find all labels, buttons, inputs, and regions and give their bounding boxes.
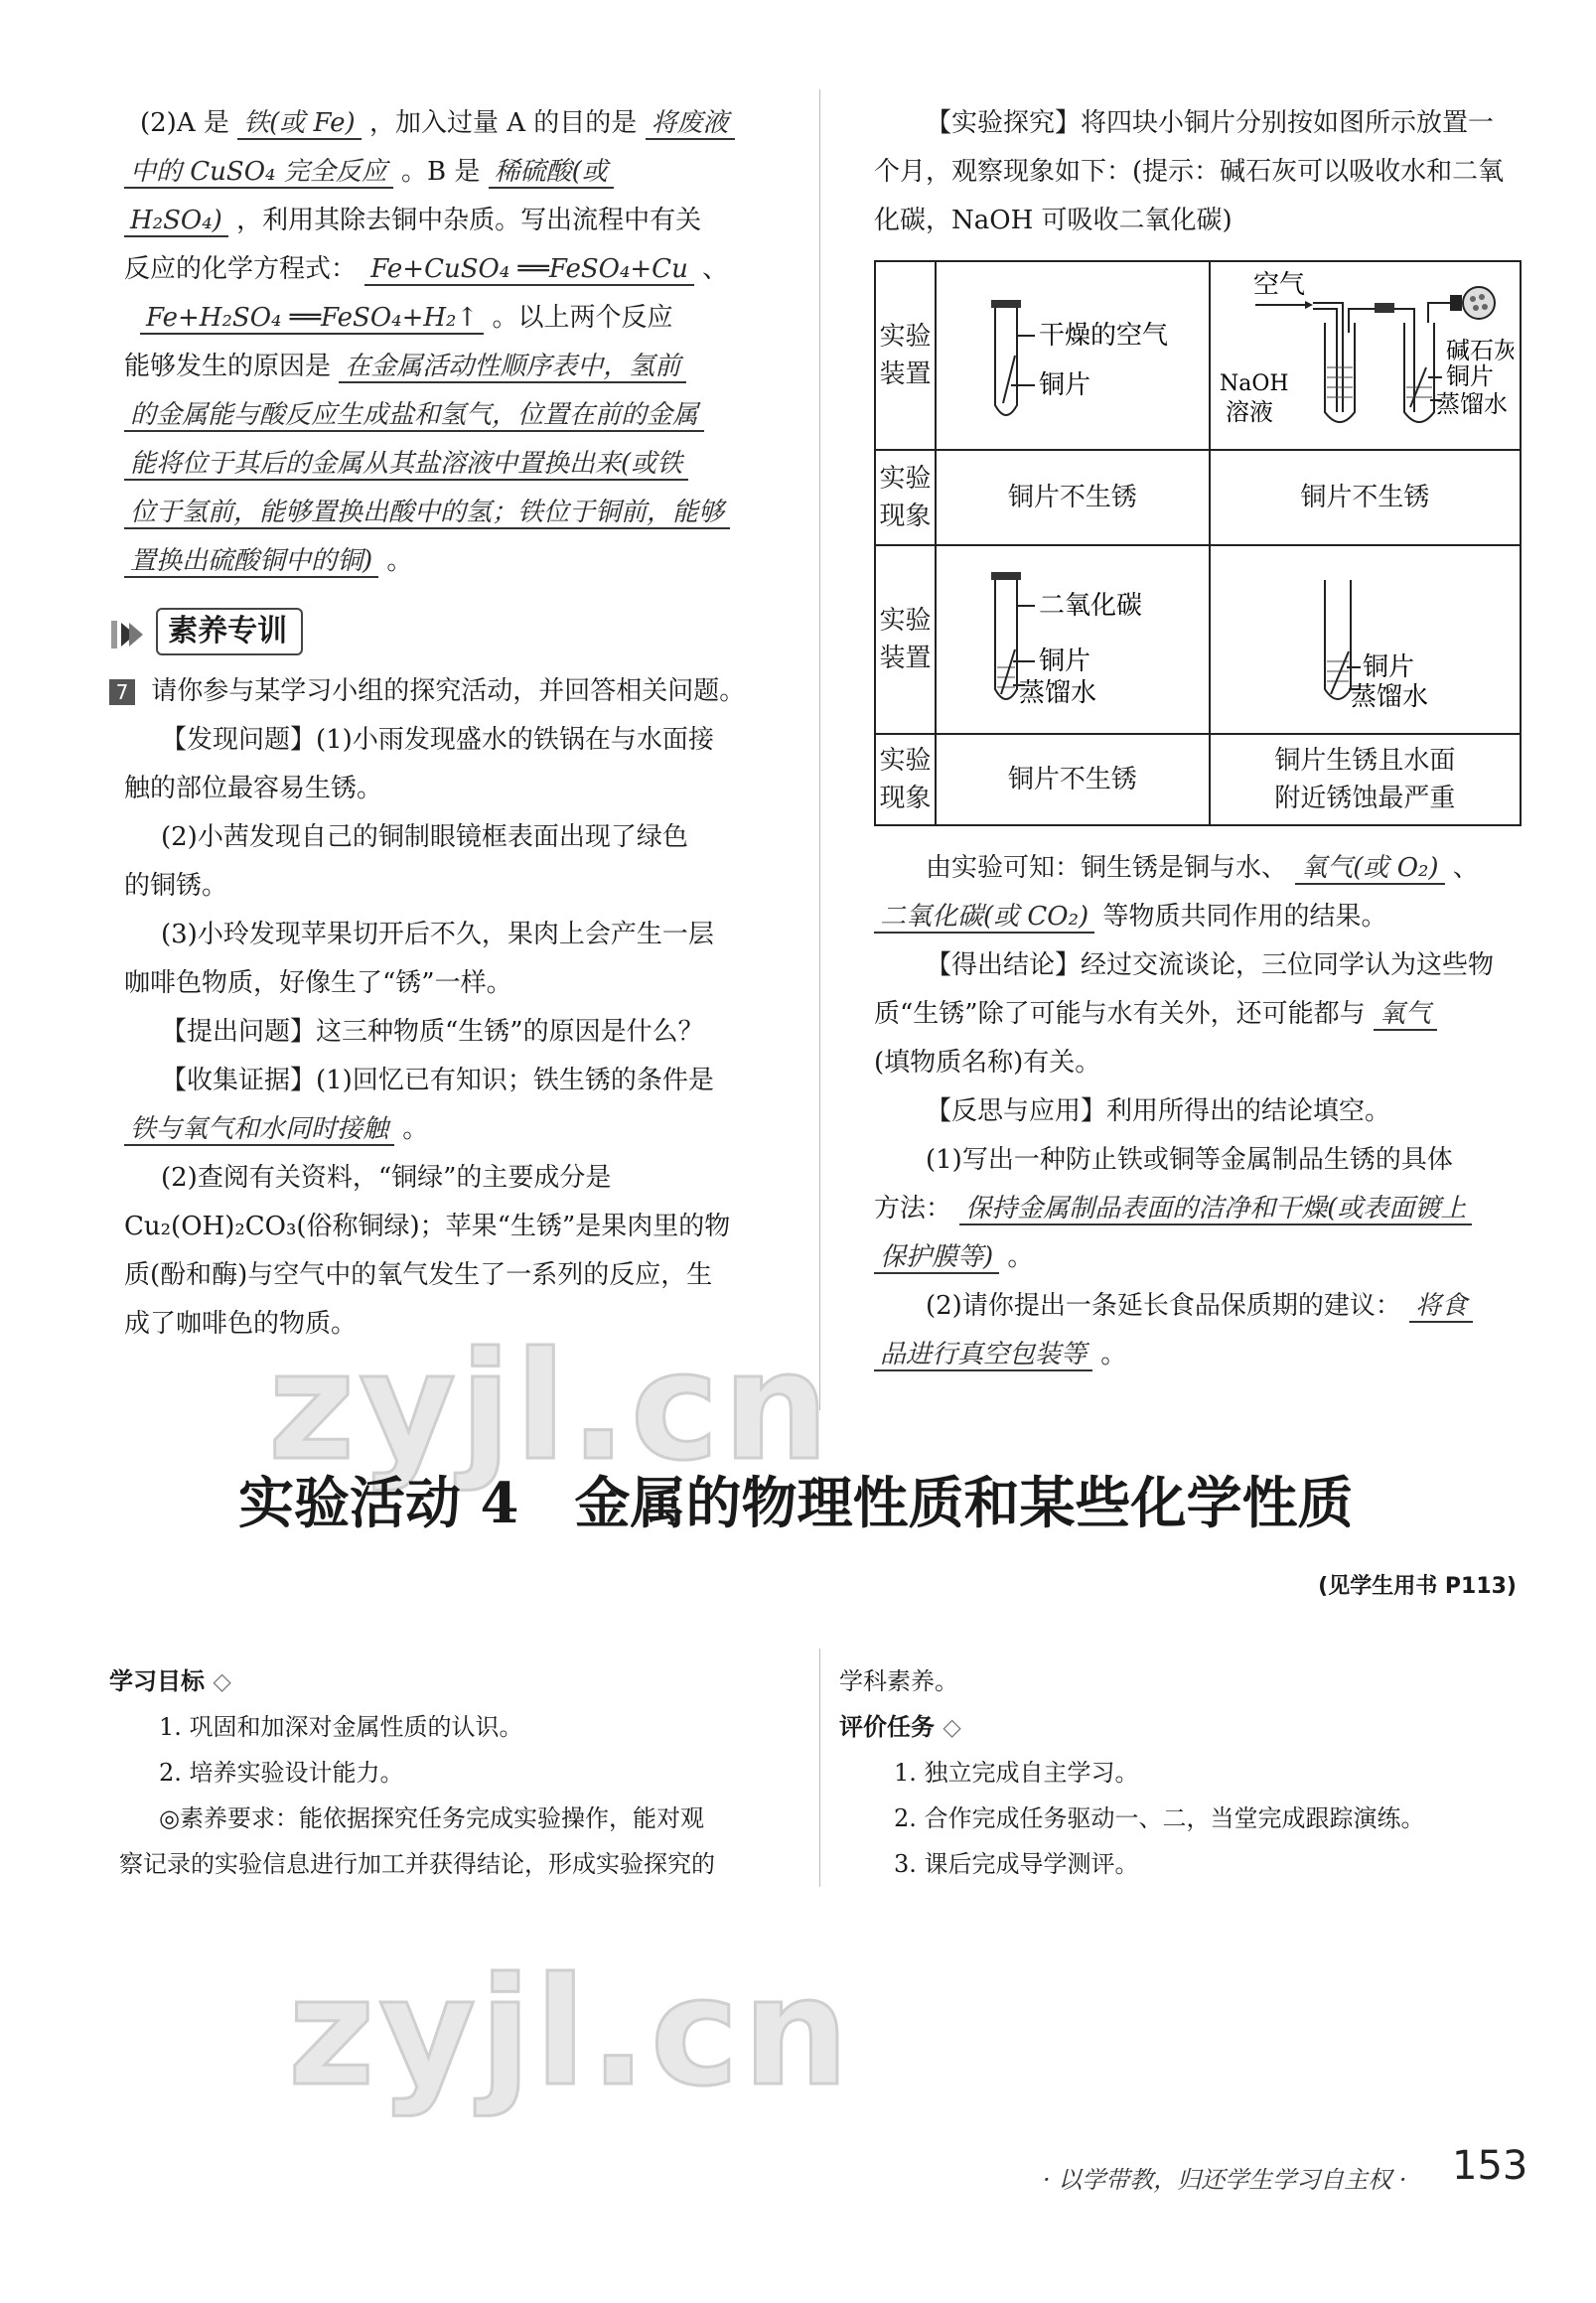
- q7-block: [109, 667, 809, 1349]
- phenomenon-2: 铜片不生锈: [1210, 450, 1521, 545]
- result-1: 【得出结论】经过交流谈论，三位同学认为这些物: [926, 950, 1495, 980]
- q2-text: 。以上两个反应: [492, 303, 673, 333]
- label-naoh: NaOH: [1220, 371, 1290, 396]
- equation-1: Fe+CuSO₄ ══FeSO₄+Cu: [364, 254, 694, 286]
- test-tube-dry-air-diagram: [953, 266, 1192, 435]
- end-mark: 。: [1007, 1242, 1034, 1272]
- q2-text: 。B 是: [400, 157, 481, 187]
- separator: 、: [702, 254, 729, 284]
- left-top-block: [124, 99, 809, 586]
- result-3: (填物质名称)有关。: [874, 1048, 1101, 1078]
- result-2: 质“生锈”除了可能与水有关外，还可能都与: [874, 999, 1366, 1029]
- method-answer-1: 保持金属制品表面的洁净和干燥(或表面镀上: [959, 1194, 1472, 1225]
- explore-2: 个月，观察现象如下：(提示：碱石灰可以吸收水和二氧: [874, 157, 1505, 187]
- device-2: [1210, 261, 1521, 450]
- label-copper: 铜片: [1038, 369, 1090, 400]
- row-label-device: 实验 装置: [875, 545, 936, 734]
- right-top-block: [874, 99, 1529, 245]
- reflect: 【反思与应用】利用所得出的结论填空。: [926, 1096, 1391, 1126]
- watermark: zyjl.cn: [268, 1321, 833, 1494]
- label-soda-lime: 碱石灰: [1446, 337, 1515, 364]
- eval-item: 3. 课后完成导学测评。: [894, 1850, 1139, 1878]
- row-label-phenomenon: 实验 现象: [875, 450, 936, 545]
- label-solution: 溶液: [1226, 398, 1274, 426]
- footer-slogan: · 以学带教，归还学生学习自主权 ·: [1043, 2166, 1407, 2194]
- device-1: [936, 261, 1210, 450]
- q7-collect-2b: Cu₂(OH)₂CO₃(俗称铜绿)；苹果“生锈”是果肉里的物: [124, 1212, 731, 1241]
- conclusion-1: 由实验可知：铜生锈是铜与水、: [926, 853, 1288, 883]
- row-label-device: 实验 装置: [875, 261, 936, 450]
- apply-1b: 方法：: [874, 1194, 952, 1223]
- conclusion-2: 等物质共同作用的结果。: [1102, 902, 1387, 932]
- end-mark: 。: [402, 1114, 429, 1144]
- q7-find-2: (2)小茜发现自己的铜制眼镜框表面出现了绿色: [161, 822, 688, 852]
- arrow-icon: [109, 617, 145, 656]
- page-number: 153: [1452, 2143, 1528, 2189]
- diamond-icon: ◇: [943, 1713, 961, 1741]
- q2-text: ，利用其除去铜中杂质。写出流程中有关: [236, 206, 702, 235]
- reason-line-3: 能将位于其后的金属从其盐溶液中置换出来(或铁: [124, 449, 688, 481]
- label-copper: 铜片: [1446, 362, 1495, 390]
- q2-text: ，加入过量 A 的目的是: [368, 108, 638, 138]
- eval-heading: 评价任务: [839, 1713, 935, 1741]
- reason-line-1: 在金属活动性顺序表中，氢前: [339, 352, 686, 383]
- label-dry-air: 干燥的空气: [1038, 320, 1168, 351]
- q2-text: 反应的化学方程式：: [124, 254, 358, 284]
- label-water: 蒸馏水: [1018, 677, 1096, 708]
- label-co2: 二氧化碳: [1038, 590, 1142, 621]
- eval-item: 2. 合作完成任务驱动一、二，当堂完成跟踪演练。: [894, 1804, 1425, 1832]
- goals-heading: 学习目标: [109, 1667, 205, 1695]
- column-divider: [819, 1649, 820, 1887]
- q7-find-2b: 的铜锈。: [124, 871, 228, 901]
- q7-collect-1: 【收集证据】(1)回忆已有知识；铁生锈的条件是: [161, 1066, 714, 1095]
- row-label-phenomenon: 实验 现象: [875, 734, 936, 825]
- phenomenon-1: 铜片不生锈: [936, 450, 1210, 545]
- suggest-answer-2: 品进行真空包装等: [874, 1340, 1092, 1371]
- co2-answer: 二氧化碳(或 CO₂): [874, 902, 1094, 934]
- literacy-1: ◎素养要求：能依据探究任务完成实验操作，能对观: [159, 1804, 704, 1832]
- q7-find-1b: 触的部位最容易生锈。: [124, 774, 383, 803]
- q7-find-1: 【发现问题】(1)小雨发现盛水的铁锅在与水面接: [161, 725, 714, 755]
- right-bottom-block: [874, 844, 1529, 1379]
- label-copper: 铜片: [1363, 651, 1415, 682]
- goal-item: 2. 培养实验设计能力。: [159, 1759, 404, 1787]
- q2-prefix: (2)A 是: [140, 108, 229, 138]
- goal-item: 1. 巩固和加深对金属性质的认识。: [159, 1713, 523, 1741]
- phenomenon-4-line-2: 附近锈蚀最严重: [1274, 784, 1456, 813]
- suggest-answer-1: 将食: [1409, 1291, 1473, 1323]
- separator: 、: [1452, 853, 1479, 883]
- explore-3: 化碳，NaOH 可吸收二氧化碳): [874, 206, 1233, 235]
- end-mark: 。: [386, 546, 413, 576]
- device-3: [936, 545, 1210, 734]
- reason-line-2: 的金属能与酸反应生成盐和氢气，位置在前的金属: [124, 400, 704, 432]
- apply-1: (1)写出一种防止铁或铜等金属制品生锈的具体: [926, 1145, 1453, 1175]
- o2-answer: 氧气(或 O₂): [1295, 853, 1444, 885]
- answer-b-1: 稀硫酸(或: [489, 157, 614, 189]
- experiment-table: [874, 260, 1522, 826]
- answer-a: 铁(或 Fe): [237, 108, 362, 140]
- column-divider: [819, 89, 820, 1410]
- method-answer-2: 保护膜等): [874, 1242, 999, 1274]
- literacy-3: 学科素养。: [839, 1667, 958, 1695]
- equation-2: Fe+H₂SO₄ ══FeSO₄+H₂↑: [140, 303, 484, 335]
- iron-rust-answer: 铁与氧气和水同时接触: [124, 1114, 394, 1146]
- eval-item: 1. 独立完成自主学习。: [894, 1759, 1139, 1787]
- label-air: 空气: [1253, 270, 1306, 300]
- device-4: [1210, 545, 1521, 734]
- answer-purpose-1: 将废液: [646, 108, 735, 140]
- activity-title: 实验活动 4 金属的物理性质和某些化学性质: [238, 1471, 1354, 1536]
- q7-ask: 【提出问题】这三种物质“生锈”的原因是什么？: [161, 1017, 704, 1047]
- reason-line-5: 置换出硫酸铜中的铜): [124, 546, 378, 578]
- label-water: 蒸馏水: [1351, 681, 1429, 712]
- end-mark: 。: [1100, 1340, 1127, 1369]
- phenomenon-4-line-1: 铜片生锈且水面: [1274, 746, 1456, 776]
- answer-purpose-2: 中的 CuSO₄ 完全反应: [124, 157, 393, 189]
- open-tube-diagram: [1245, 550, 1484, 719]
- naoh-soda-lime-diagram: [1216, 263, 1514, 437]
- co2-tube-diagram: [953, 550, 1192, 719]
- q7-intro: 请你参与某学习小组的探究活动，并回答相关问题。: [151, 676, 746, 706]
- q7-collect-2c: 质(酚和酶)与空气中的氧气发生了一系列的反应，生: [124, 1260, 713, 1290]
- oxygen-answer: 氧气: [1374, 999, 1437, 1031]
- eval-block: [839, 1658, 1534, 1887]
- q7-collect-2d: 成了咖啡色的物质。: [124, 1309, 358, 1339]
- goals-block: [109, 1658, 804, 1887]
- question-number: 7: [109, 679, 135, 705]
- watermark: zyjl.cn: [288, 1946, 853, 2119]
- q7-collect-2: (2)查阅有关资料，“铜绿”的主要成分是: [161, 1163, 612, 1193]
- apply-2: (2)请你提出一条延长食品保质期的建议：: [926, 1291, 1401, 1321]
- phenomenon-4: [1210, 734, 1521, 825]
- diamond-icon: ◇: [213, 1667, 231, 1695]
- literacy-2: 察记录的实验信息进行加工并获得结论，形成实验探究的: [119, 1850, 715, 1878]
- explore-1: 【实验探究】将四块小铜片分别按如图所示放置一: [926, 108, 1495, 138]
- reference-note: (见学生用书 P113): [1318, 1574, 1517, 1599]
- section-tag-row: [109, 608, 303, 656]
- answer-b-2: H₂SO₄): [124, 206, 228, 237]
- section-tag: 素养专训: [156, 608, 303, 655]
- q7-find-3: (3)小玲发现苹果切开后不久，果肉上会产生一层: [161, 920, 714, 949]
- q2-text: 能够发生的原因是: [124, 352, 332, 381]
- phenomenon-3: 铜片不生锈: [936, 734, 1210, 825]
- q7-find-3b: 咖啡色物质，好像生了“锈”一样。: [124, 968, 512, 998]
- reason-line-4: 位于氢前，能够置换出酸中的氢；铁位于铜前，能够: [124, 498, 730, 529]
- label-water: 蒸馏水: [1436, 390, 1509, 418]
- label-copper: 铜片: [1038, 646, 1090, 676]
